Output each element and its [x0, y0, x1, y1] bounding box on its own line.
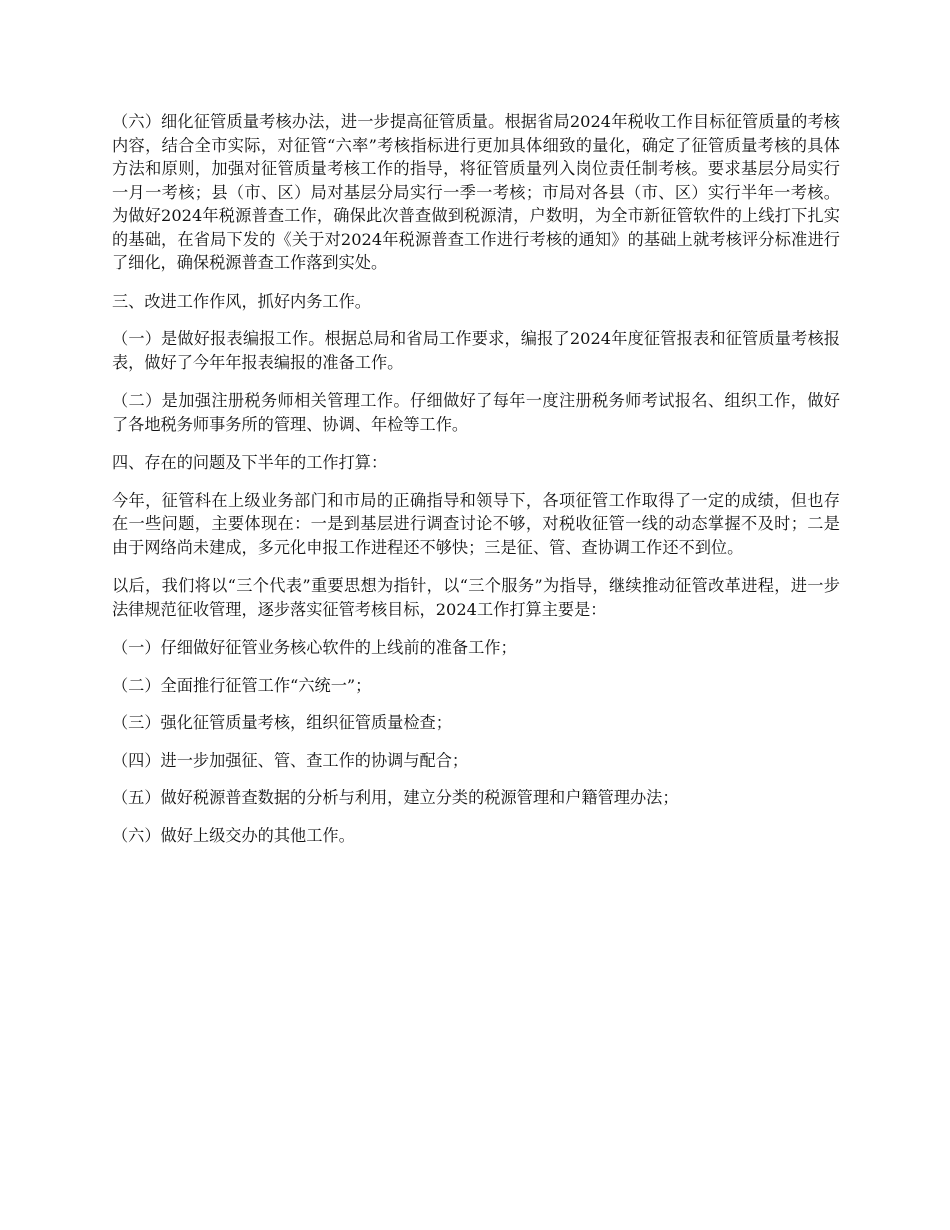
section-heading-work-style: 三、改进工作作风，抓好内务工作。	[112, 291, 371, 311]
plan-item-5: （五）做好税源普查数据的分析与利用，建立分类的税源管理和户籍管理办法；	[112, 788, 679, 807]
plan-item-3: （三）强化征管质量考核，组织征管质量检查；	[112, 713, 452, 732]
paragraph-report-compilation: （一）是做好报表编报工作。根据总局和省局工作要求，编报了2024年度征管报表和征管质量考核报表，做好了今年年报表编报的准备工作。	[112, 329, 840, 372]
paragraph-tax-agent-management: （二）是加强注册税务师相关管理工作。仔细做好了每年一度注册税务师考试报名、组织工作，做好了各地税务师事务所的管理、协调、年检等工作。	[112, 391, 840, 434]
plan-item-2: （二）全面推行征管工作“六统一”；	[112, 675, 372, 695]
plan-item-1: （一）仔细做好征管业务核心软件的上线前的准备工作；	[112, 638, 517, 657]
paragraph-quality-assessment: （六）细化征管质量考核办法，进一步提高征管质量。根据省局2024年税收工作目标征管质量的考核内容，结合全市实际，对征管“六率”考核指标进行更加具体细致的量化，确定了征管质量考核的具体方法和原则，加强对征管质量考核工作的指导，将征管质量列入岗位责任制考核。要求基层分局实行一月一考核；县（市、区）局对基层分局实行一季一考核；市局对各县（市、区）实行半年一考核。为做好2024年税源普查工作，确保此次普查做到税源清，户数明，为全市新征管软件的上线打下扎实的基础，在省局下发的《关于对2024年税源普查工作进行考核的通知》的基础上就考核评分标准进行了细化，确保税源普查工作落到实处。	[112, 112, 840, 272]
plan-item-6: （六）做好上级交办的其他工作。	[112, 825, 355, 845]
paragraph-plan-intro: 以后，我们将以“三个代表”重要思想为指针，以“三个服务”为指导，继续推动征管改革进程，进一步法律规范征收管理，逐步落实征管考核目标，2024工作打算主要是：	[112, 576, 840, 619]
paragraph-problems: 今年，征管科在上级业务部门和市局的正确指导和领导下，各项征管工作取得了一定的成绩，但也存在一些问题，主要体现在：一是到基层进行调查讨论不够，对税收征管一线的动态掌握不及时；二是由于网络尚未建成，多元化申报工作进程还不够快；三是征、管、查协调工作还不到位。	[112, 490, 840, 557]
plan-item-4: （四）进一步加强征、管、查工作的协调与配合；	[112, 750, 469, 770]
section-heading-problems-plans: 四、存在的问题及下半年的工作打算：	[112, 453, 388, 472]
document-body	[112, 110, 840, 861]
